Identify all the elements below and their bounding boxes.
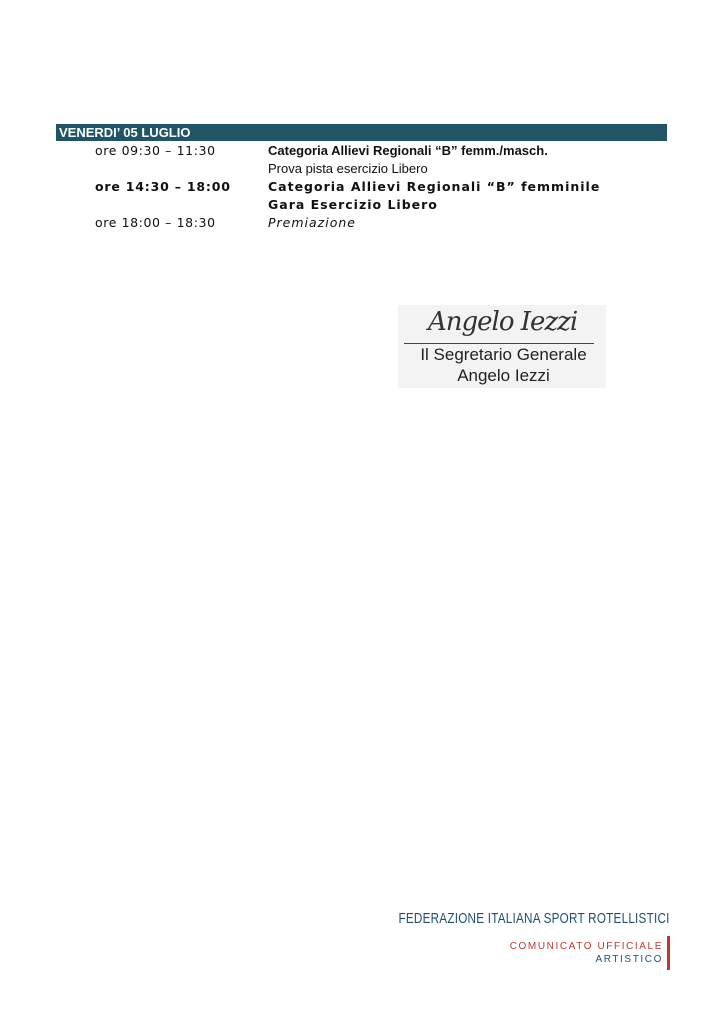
footer-organization: FEDERAZIONE ITALIANA SPORT ROTELLISTICI [398,910,670,927]
day-header: VENERDI’ 05 LUGLIO [56,124,667,141]
schedule-time: ore 14:30 – 18:00 [95,179,231,194]
footer-section: ARTISTICO [595,954,663,965]
handwritten-signature: Angelo Iezzi [428,307,578,337]
footer-accent-bar [667,936,670,970]
schedule-description: Premiazione [268,215,356,230]
schedule-description: Categoria Allievi Regionali “B” femm./masch. [268,143,548,158]
schedule-time: ore 18:00 – 18:30 [95,215,216,230]
schedule-row [0,214,725,232]
schedule-description: Prova pista esercizio Libero [268,161,428,176]
schedule-row [0,160,725,178]
signer-name: Angelo Iezzi [457,366,550,385]
schedule [0,142,725,232]
schedule-description: Categoria Allievi Regionali “B” femminile [268,179,601,194]
signature-block [398,305,606,388]
signature-line [404,343,594,344]
schedule-time: ore 09:30 – 11:30 [95,143,216,158]
schedule-description: Gara Esercizio Libero [268,197,438,212]
schedule-row [0,196,725,214]
footer-communique: COMUNICATO UFFICIALE [509,941,663,952]
signer-role: Il Segretario Generale [420,345,587,364]
schedule-row [0,178,725,196]
schedule-row [0,142,725,160]
